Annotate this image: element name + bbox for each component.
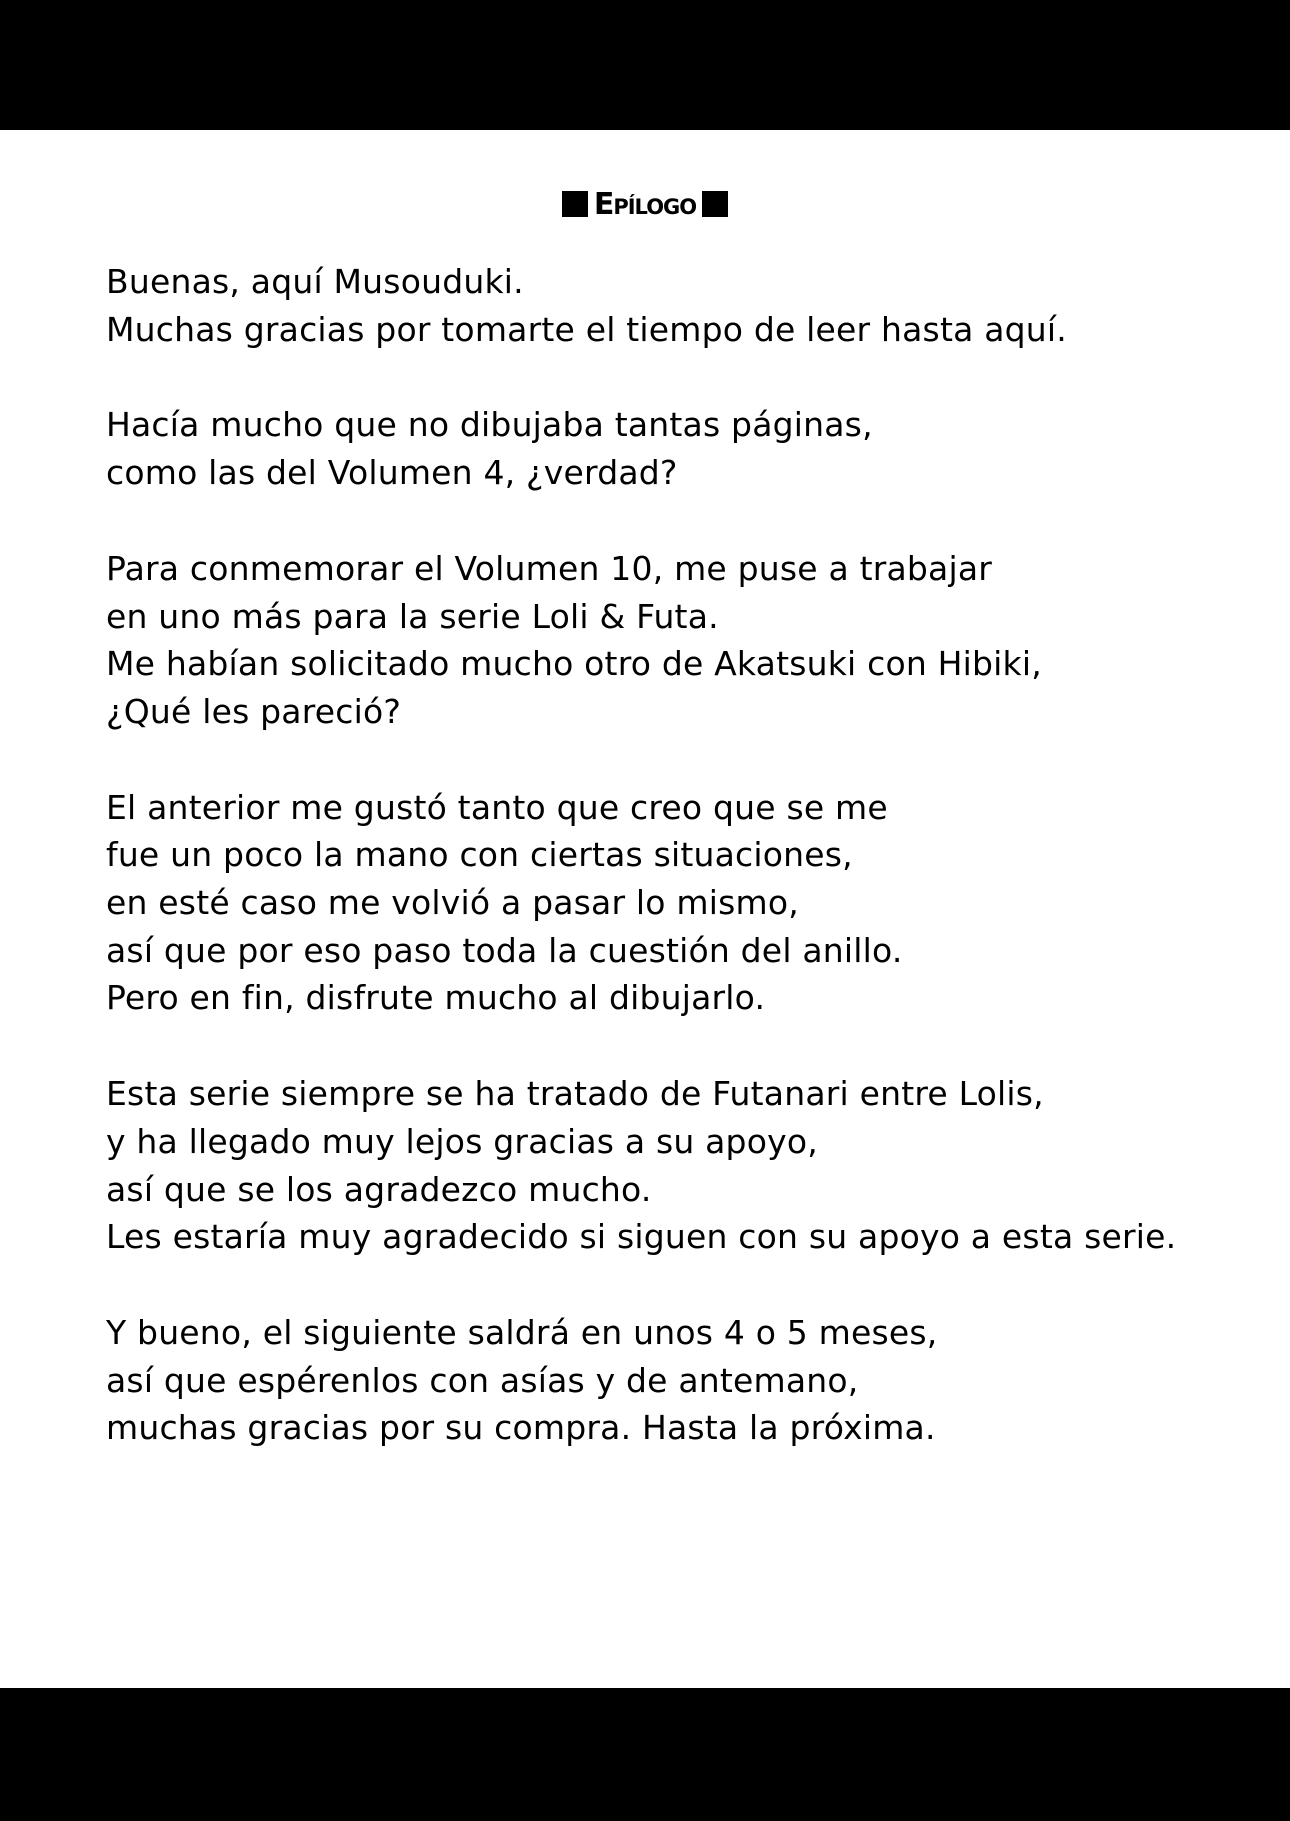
- text-line: El anterior me gustó tanto que creo que se me: [106, 787, 888, 827]
- text-line: Les estaría muy agradecido si siguen con su apoyo a esta serie.: [106, 1217, 1177, 1257]
- text-line: Muchas gracias por tomarte el tiempo de leer hasta aquí.: [106, 309, 1067, 349]
- text-line: así que por eso paso toda la cuestión del anillo.: [106, 930, 903, 970]
- text-line: y ha llegado muy lejos gracias a su apoyo,: [106, 1121, 818, 1161]
- text-line: Pero en fin, disfrute mucho al dibujarlo.: [106, 978, 766, 1018]
- text-line: así que se los agradezco mucho.: [106, 1169, 652, 1209]
- epilogue-body: [106, 258, 1276, 1500]
- text-line: en esté caso me volvió a pasar lo mismo,: [106, 883, 799, 923]
- text-line: así que espérenlos con asías y de antemano,: [106, 1360, 859, 1400]
- text-line: Hacía mucho que no dibujaba tantas páginas,: [106, 405, 873, 445]
- paragraph-pages: [106, 401, 1276, 496]
- epilogue-page: [0, 130, 1290, 1688]
- page-title: Epílogo: [593, 186, 697, 222]
- text-line: Me habían solicitado mucho otro de Akatsuki con Hibiki,: [106, 644, 1042, 684]
- text-line: como las del Volumen 4, ¿verdad?: [106, 453, 678, 493]
- top-black-bar: [0, 0, 1290, 130]
- text-line: ¿Qué les pareció?: [106, 691, 402, 731]
- bottom-black-bar: [0, 1688, 1290, 1821]
- black-square-icon: [702, 191, 728, 217]
- text-line: Para conmemorar el Volumen 10, me puse a trabajar: [106, 548, 993, 588]
- text-line: Esta serie siempre se ha tratado de Futanari entre Lolis,: [106, 1074, 1044, 1114]
- paragraph-series: [106, 1070, 1276, 1261]
- title-row: [0, 182, 1290, 226]
- paragraph-greeting: [106, 258, 1276, 353]
- text-line: muchas gracias por su compra. Hasta la próxima.: [106, 1408, 936, 1448]
- text-line: Y bueno, el siguiente saldrá en unos 4 o 5 meses,: [106, 1312, 938, 1352]
- text-line: Buenas, aquí Musouduki.: [106, 262, 524, 301]
- paragraph-previous: [106, 784, 1276, 1023]
- paragraph-volume-10: [106, 545, 1276, 736]
- text-line: en uno más para la serie Loli & Futa.: [106, 596, 719, 636]
- paragraph-farewell: [106, 1309, 1276, 1452]
- black-square-icon: [562, 191, 588, 217]
- text-line: fue un poco la mano con ciertas situaciones,: [106, 835, 853, 875]
